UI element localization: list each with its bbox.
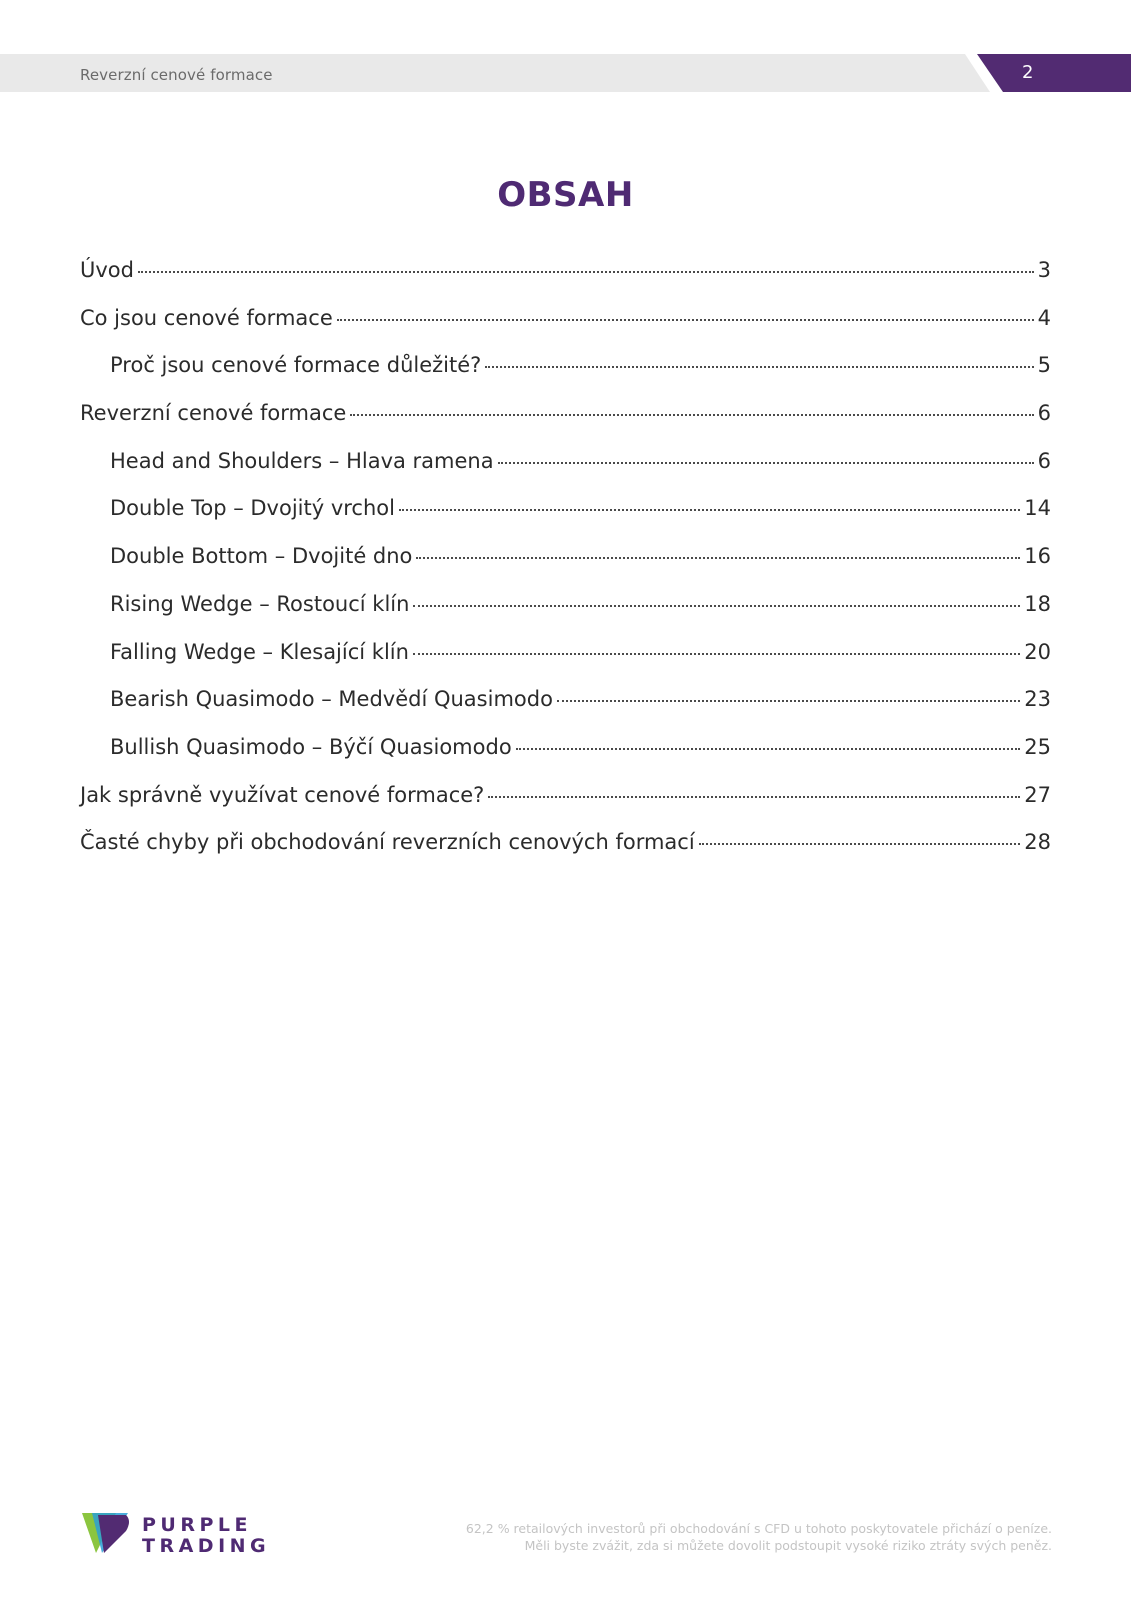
toc-entry-label: Bearish Quasimodo – Medvědí Quasimodo <box>110 687 553 712</box>
toc-dot-leader <box>416 557 1020 559</box>
toc-entry[interactable] <box>80 783 1051 831</box>
toc-entry[interactable] <box>80 496 1051 544</box>
toc-entry-page: 27 <box>1024 782 1051 807</box>
toc-entry[interactable] <box>80 735 1051 783</box>
toc-entry-label: Double Bottom – Dvojité dno <box>110 544 413 569</box>
toc-entry-label: Falling Wedge – Klesající klín <box>110 639 409 664</box>
toc-entry[interactable] <box>80 306 1051 354</box>
toc-entry-label: Úvod <box>80 258 134 282</box>
logo-line-2: TRADING <box>142 1535 271 1557</box>
toc-heading: OBSAH <box>497 175 634 215</box>
toc-entry-page: 5 <box>1037 353 1051 378</box>
toc-entry-page: 6 <box>1037 401 1051 426</box>
toc-entry-page: 6 <box>1037 448 1051 473</box>
toc-entry-page: 28 <box>1024 830 1051 855</box>
toc-entry-label: Co jsou cenové formace <box>80 305 333 330</box>
toc-dot-leader <box>399 509 1020 511</box>
toc-entry-label: Head and Shoulders – Hlava ramena <box>110 448 494 473</box>
toc-entry-label: Double Top – Dvojitý vrchol <box>110 496 395 521</box>
toc-dot-leader <box>138 271 1034 273</box>
toc-entry-label: Jak správně využívat cenové formace? <box>80 782 485 807</box>
toc-entry-label: Bullish Quasimodo – Býčí Quasiomodo <box>110 734 512 759</box>
toc-entry-label: Reverzní cenové formace <box>80 401 347 426</box>
risk-disclaimer <box>412 1520 1052 1554</box>
page-number-tab <box>977 54 1131 92</box>
toc-entry[interactable] <box>80 830 1051 878</box>
toc-entry-label: Proč jsou cenové formace důležité? <box>110 353 482 378</box>
toc-entry-page: 20 <box>1024 639 1051 664</box>
toc-entry-page: 4 <box>1037 305 1051 330</box>
toc-entry[interactable] <box>80 687 1051 735</box>
toc-dot-leader <box>488 796 1020 798</box>
disclaimer-line-2: Měli byste zvážit, zda si můžete dovolit podstoupit vysoké riziko ztráty svých peněz. <box>524 1538 1052 1553</box>
toc-dot-leader <box>498 462 1034 464</box>
page-number: 2 <box>1022 62 1034 83</box>
toc-dot-leader <box>337 319 1034 321</box>
toc-entry-page: 16 <box>1024 544 1051 569</box>
toc-entry-page: 3 <box>1037 258 1051 282</box>
toc-entry[interactable] <box>80 258 1051 306</box>
purple-trading-logo-icon <box>82 1513 132 1555</box>
toc-entry[interactable] <box>80 401 1051 449</box>
toc-entry[interactable] <box>80 544 1051 592</box>
toc-dot-leader <box>699 843 1021 845</box>
disclaimer-line-1: 62,2 % retailových investorů při obchodování s CFD u tohoto poskytovatele přichází o peníze. <box>465 1521 1052 1536</box>
toc-dot-leader <box>485 366 1033 368</box>
toc-entry-page: 18 <box>1024 591 1051 616</box>
toc-dot-leader <box>516 748 1021 750</box>
table-of-contents <box>80 258 1051 878</box>
toc-entry[interactable] <box>80 640 1051 688</box>
toc-entry-page: 23 <box>1024 687 1051 712</box>
header-title: Reverzní cenové formace <box>80 66 273 84</box>
toc-entry[interactable] <box>80 449 1051 497</box>
toc-entry-page: 25 <box>1024 734 1051 759</box>
toc-entry-label: Rising Wedge – Rostoucí klín <box>110 591 410 616</box>
toc-dot-leader <box>413 605 1020 607</box>
toc-entry[interactable] <box>80 353 1051 401</box>
logo-line-1: PURPLE <box>142 1514 252 1536</box>
toc-dot-leader <box>350 414 1033 416</box>
toc-entry[interactable] <box>80 592 1051 640</box>
toc-entry-label: Časté chyby při obchodování reverzních cenových formací <box>80 830 695 855</box>
toc-dot-leader <box>413 653 1020 655</box>
toc-dot-leader <box>557 700 1020 702</box>
toc-entry-page: 14 <box>1024 496 1051 521</box>
logo-wordmark <box>142 1515 270 1557</box>
